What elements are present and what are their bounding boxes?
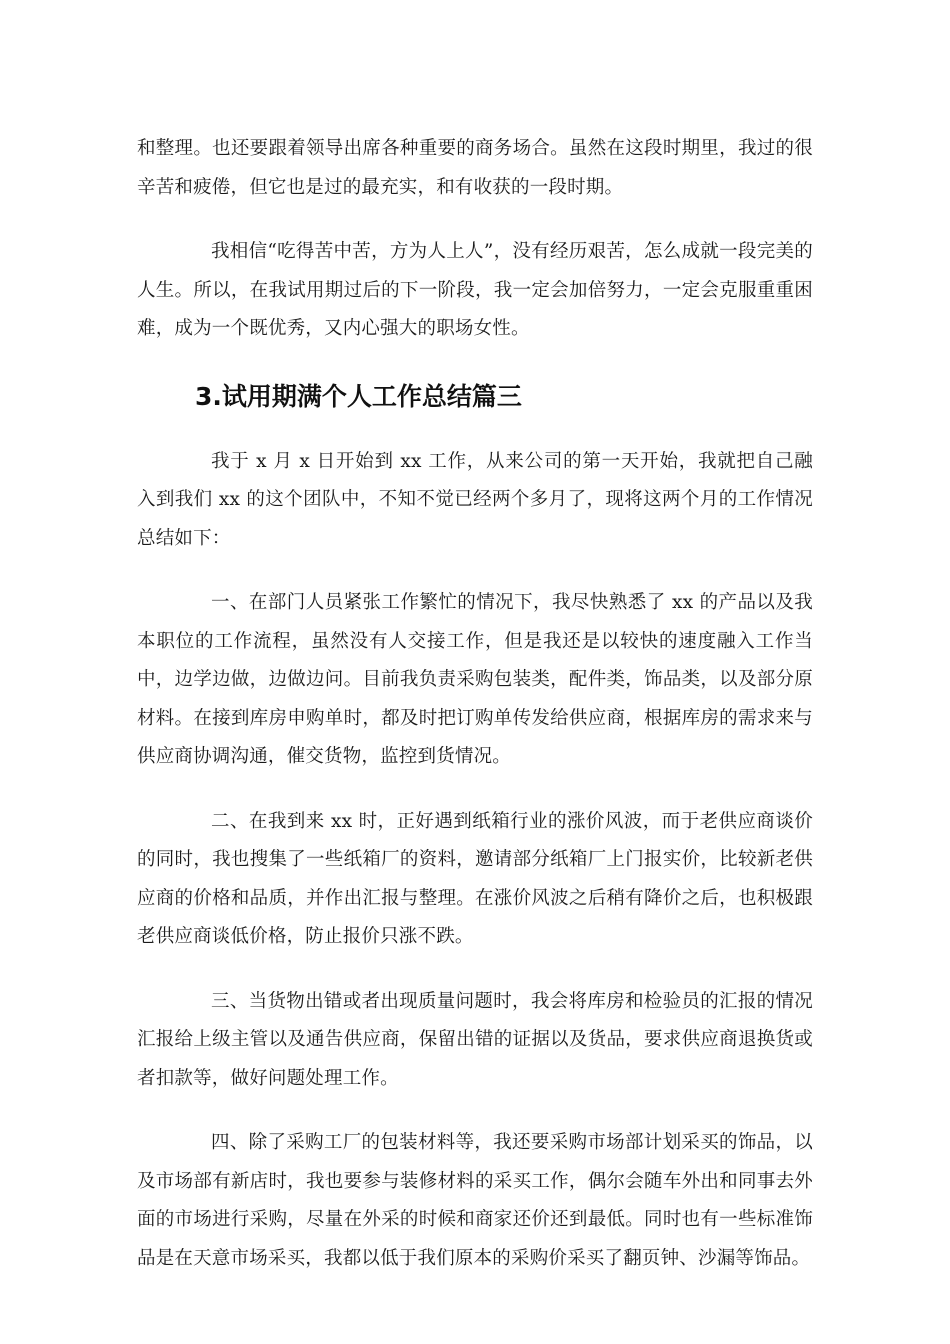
paragraph-point-4: 四、除了采购工厂的包装材料等，我还要采购市场部计划采买的饰品，以及市场部有新店时，我也要参与装修材料的采买工作，偶尔会随车外出和同事去外面的市场进行采购，尽量在外采的时候和商家还价还到最低。同时也有一些标准饰品是在天意市场采买，我都以低于我们原本的采购价采买了翻页钟、沙漏等饰品。: [137, 1132, 813, 1269]
paragraph-intro: 我于 x 月 x 日开始到 xx 工作，从来公司的第一天开始，我就把自己融入到我们 xx 的这个团队中，不知不觉已经两个多月了，现将这两个月的工作情况总结如下：: [137, 450, 813, 549]
document-page: [137, 130, 813, 1278]
paragraph-point-1: 一、在部门人员紧张工作繁忙的情况下，我尽快熟悉了 xx 的产品以及我本职位的工作流程，虽然没有人交接工作，但是我还是以较快的速度融入工作当中，边学边做，边做边问。目前我负责采购包装类，配件类，饰品类，以及部分原材料。在接到库房申购单时，都及时把订购单传发给供应商，根据库房的需求来与供应商协调沟通，催交货物，监控到货情况。: [137, 592, 813, 767]
paragraph-point-3: 三、当货物出错或者出现质量问题时，我会将库房和检验员的汇报的情况汇报给上级主管以及通告供应商，保留出错的证据以及货品，要求供应商退换货或者扣款等，做好问题处理工作。: [137, 990, 813, 1089]
paragraph-point-2: 二、在我到来 xx 时，正好遇到纸箱行业的涨价风波，而于老供应商谈价的同时，我也搜集了一些纸箱厂的资料，邀请部分纸箱厂上门报实价，比较新老供应商的价格和品质，并作出汇报与整理。在涨价风波之后稍有降价之后，也积极跟老供应商谈低价格，防止报价只涨不跌。: [137, 810, 813, 947]
paragraph-continuation: 和整理。也还要跟着领导出席各种重要的商务场合。虽然在这段时期里，我过的很辛苦和疲倦，但它也是过的最充实，和有收获的一段时期。: [137, 138, 813, 198]
section-heading: 3.试用期满个人工作总结篇三: [195, 381, 522, 411]
paragraph-belief: 我相信“吃得苦中苦，方为人上人”，没有经历艰苦，怎么成就一段完美的人生。所以，在我试用期过后的下一阶段，我一定会加倍努力，一定会克服重重困难，成为一个既优秀，又内心强大的职场女性。: [137, 241, 813, 339]
